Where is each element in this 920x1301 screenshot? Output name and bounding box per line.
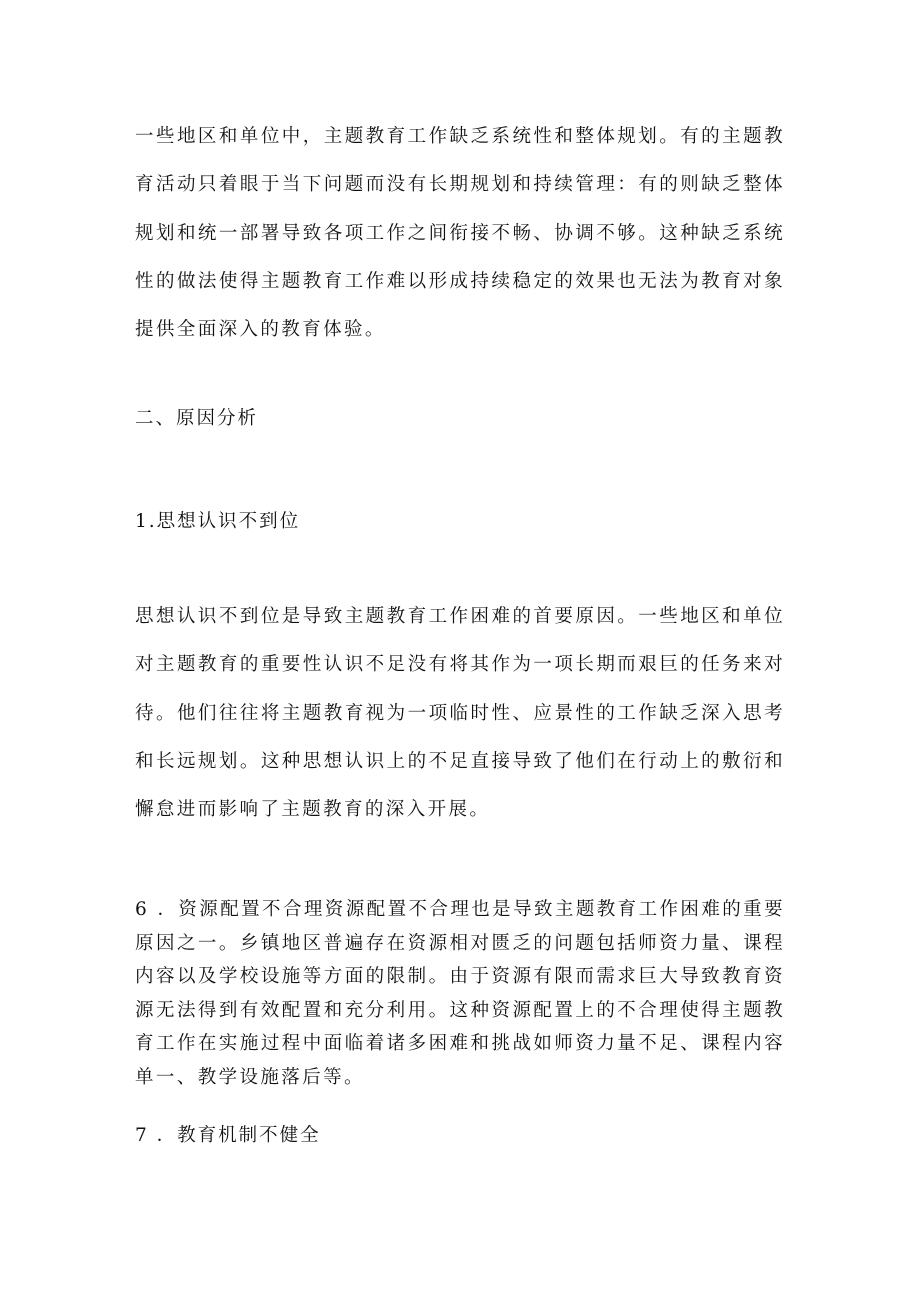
subheading-education-mechanism: 7 ．教育机制不健全 xyxy=(135,1125,321,1146)
paragraph-ideological-understanding: 思想认识不到位是导致主题教育工作困难的首要原因。一些地区和单位对主题教育的重要性认识不足没有将其作为一项长期而艰巨的任务来对待。他们往往将主题教育视为一项临时性、应景性的工作缺乏深入思考和长远规划。这种思想认识上的不足直接导致了他们在行动上的敷衍和懈怠进而影响了主题教育的深入开展。 xyxy=(135,606,785,821)
paragraph-resource-allocation: 6 ．资源配置不合理资源配置不合理也是导致主题教育工作困难的重要原因之一。乡镇地区普遍存在资源相对匮乏的问题包括师资力量、课程内容以及学校设施等方面的限制。由于资源有限而需求巨大导致教育资源无法得到有效配置和充分利用。这种资源配置上的不合理使得主题教育工作在实施过程中面临着诸多困难和挑战如师资力量不足、课程内容单一、教学设施落后等。 xyxy=(135,899,785,1088)
paragraph-lack-of-system: 一些地区和单位中，主题教育工作缺乏系统性和整体规划。有的主题教育活动只着眼于当下问题而没有长期规划和持续管理：有的则缺乏整体规划和统一部署导致各项工作之间衔接不畅、协调不够。这种缺乏系统性的做法使得主题教育工作难以形成持续稳定的效果也无法为教育对象提供全面深入的教育体验。 xyxy=(135,126,785,341)
subheading-ideological-understanding: 1.思想认识不到位 xyxy=(135,511,301,532)
section-heading-cause-analysis: 二、原因分析 xyxy=(135,408,259,429)
